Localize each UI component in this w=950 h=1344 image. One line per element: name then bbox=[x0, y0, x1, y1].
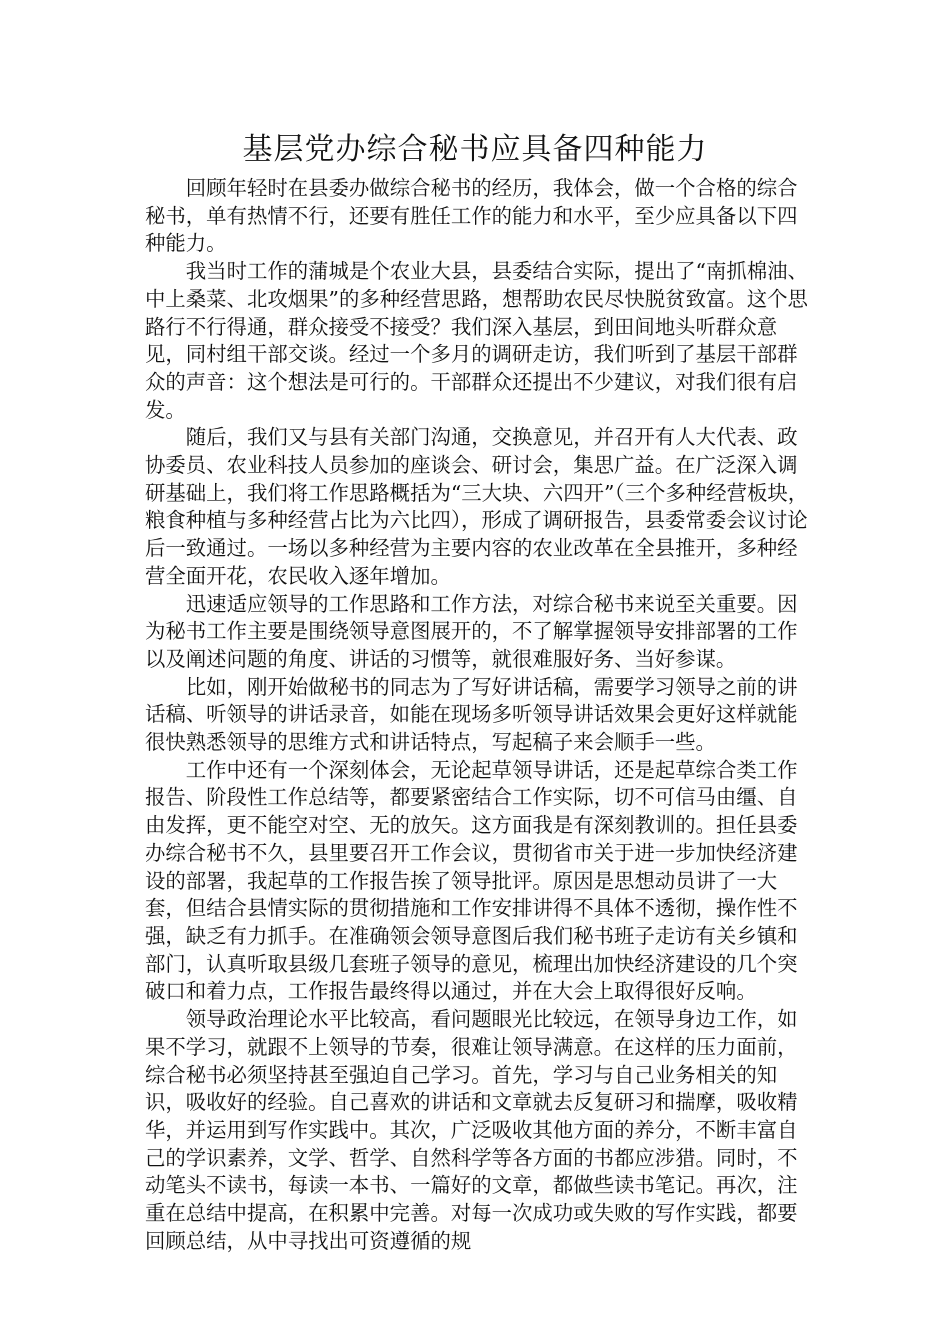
paragraph-5: 比如，刚开始做秘书的同志为了写好讲话稿，需要学习领导之前的讲话稿、听领导的讲话录音，如能在现场多听领导讲话效果会更好这样就能很快熟悉领导的思维方式和讲话特点，写起稿子来会顺手一些。 bbox=[145, 674, 798, 755]
paragraph-1: 回顾年轻时在县委办做综合秘书的经历，我体会，做一个合格的综合秘书，单有热情不行，还要有胜任工作的能力和水平，至少应具备以下四种能力。 bbox=[145, 176, 798, 256]
document-body bbox=[145, 175, 815, 1255]
paragraph-6: 工作中还有一个深刻体会，无论起草领导讲话，还是起草综合类工作报告、阶段性工作总结等，都要紧密结合工作实际，切不可信马由缰、自由发挥，更不能空对空、无的放矢。这方面我是有深刻教训的。担任县委办综合秘书不久，县里要召开工作会议，贯彻省市关于进一步加快经济建设的部署，我起草的工作报告挨了领导批评。原因是思想动员讲了一大套，但结合县情实际的贯彻措施和工作安排讲得不具体不透彻，操作性不强，缺乏有力抓手。在准确领会领导意图后我们秘书班子走访有关乡镇和部门，认真听取县级几套班子领导的意见，梳理出加快经济建设的几个突破口和着力点，工作报告最终得以通过，并在大会上取得很好反响。 bbox=[145, 757, 798, 1004]
paragraph-2: 我当时工作的蒲城是个农业大县，县委结合实际，提出了“南抓棉油、中上桑菜、北攻烟果”的多种经营思路，想帮助农民尽快脱贫致富。这个思路行不行得通，群众接受不接受？我们深入基层，到田间地头听群众意见，同村组干部交谈。经过一个多月的调研走访，我们听到了基层干部群众的声音：这个想法是可行的。干部群众还提出不少建议，对我们很有启发。 bbox=[145, 259, 808, 422]
document-title: 基层党办综合秘书应具备四种能力 bbox=[242, 132, 708, 167]
paragraph-4: 迅速适应领导的工作思路和工作方法，对综合秘书来说至关重要。因为秘书工作主要是围绕领导意图展开的，不了解掌握领导安排部署的工作以及阐述问题的角度、讲话的习惯等，就很难服好务、当好参谋。 bbox=[145, 591, 798, 671]
paragraph-3: 随后，我们又与县有关部门沟通，交换意见，并召开有人大代表、政协委员、农业科技人员参加的座谈会、研讨会，集思广益。在广泛深入调研基础上，我们将工作思路概括为“三大块、六四开”（三个多种经营板块，粮食种植与多种经营占比为六比四），形成了调研报告，县委常委会议讨论后一致通过。一场以多种经营为主要内容的农业改革在全县推开，多种经营全面开花，农民收入逐年增加。 bbox=[145, 425, 809, 588]
paragraph-7: 领导政治理论水平比较高，看问题眼光比较远，在领导身边工作，如果不学习，就跟不上领导的节奏，很难让领导满意。在这样的压力面前，综合秘书必须坚持甚至强迫自己学习。首先，学习与自己业务相关的知识，吸收好的经验。自己喜欢的讲话和文章就去反复研习和揣摩，吸收精华，并运用到写作实践中。其次，广泛吸收其他方面的养分，不断丰富自己的学识素养，文学、哲学、自然科学等各方面的书都应涉猎。同时，不动笔头不读书，每读一本书、一篇好的文章，都做些读书笔记。再次，注重在总结中提高，在积累中完善。对每一次成功或失败的写作实践，都要回顾总结，从中寻找出可资遵循的规 bbox=[145, 1007, 798, 1253]
